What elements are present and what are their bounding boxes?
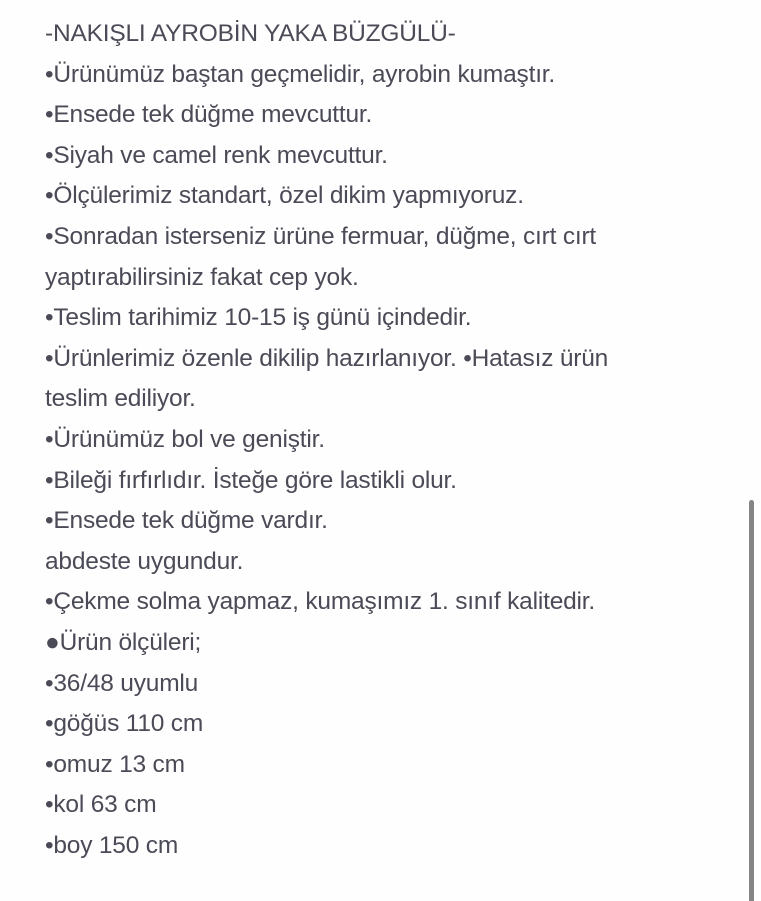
description-line: •Çekme solma yapmaz, kumaşımız 1. sınıf kalitedir. (45, 588, 596, 616)
description-line: •Teslim tarihimiz 10-15 iş günü içindedir. (45, 304, 472, 332)
measurements-heading: ●Ürün ölçüleri; (45, 628, 202, 656)
measurement-line: •omuz 13 cm (45, 750, 185, 778)
measurement-line: •36/48 uyumlu (45, 669, 199, 697)
description-line: •Bileği fırfırlıdır. İsteğe göre lastikli olur. (45, 466, 457, 494)
description-line: •Ürünümüz baştan geçmelidir, ayrobin kumaştır. (45, 60, 556, 88)
description-line: •Ensede tek düğme mevcuttur. (45, 101, 373, 129)
measurement-line: •boy 150 cm (45, 831, 179, 859)
measurement-line: •göğüs 110 cm (45, 710, 204, 738)
measurement-line: •kol 63 cm (45, 791, 157, 819)
description-line: •Ürünlerimiz özenle dikilip hazırlanıyor. •Hatasız ürün (45, 344, 609, 372)
description-line: •Ensede tek düğme vardır. (45, 507, 328, 535)
description-line: •Sonradan isterseniz ürüne fermuar, düğme, cırt cırt (45, 222, 597, 250)
description-line: •Siyah ve camel renk mevcuttur. (45, 141, 388, 169)
description-line: abdeste uygundur. (45, 547, 244, 575)
description-line: teslim ediliyor. (45, 385, 196, 413)
document-title: -NAKIŞLI AYROBİN YAKA BÜZGÜLÜ- (45, 20, 456, 47)
description-line: •Ürünümüz bol ve geniştir. (45, 425, 325, 453)
product-description (45, 14, 741, 866)
description-line: yaptırabilirsiniz fakat cep yok. (45, 263, 359, 291)
vertical-scrollbar[interactable] (749, 500, 754, 901)
description-line: •Ölçülerimiz standart, özel dikim yapmıyoruz. (45, 182, 524, 210)
